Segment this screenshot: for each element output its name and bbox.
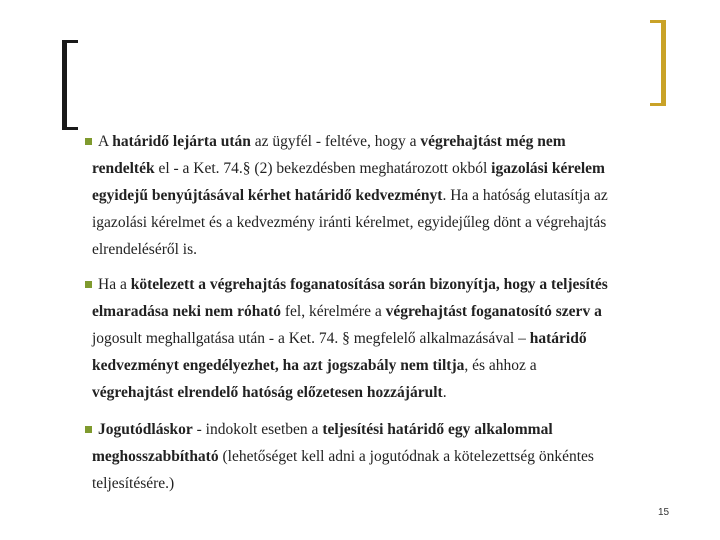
- bold-text-run: Jogutódláskor: [98, 421, 193, 438]
- text-line: [92, 182, 694, 209]
- page-number: 15: [658, 507, 670, 518]
- text-run: teljesítésére.): [92, 475, 175, 492]
- text-line: [92, 416, 694, 443]
- bold-text-run: kötelezett a végrehajtás foganatosítása során bizonyítja, hogy a teljesítés: [130, 276, 608, 293]
- text-run: A: [98, 133, 113, 150]
- square-bullet-icon: [85, 426, 92, 433]
- bold-text-run: határidő: [529, 330, 587, 347]
- text-line: [92, 128, 694, 155]
- right-bracket-decoration: [650, 20, 666, 106]
- bold-text-run: végrehajtást foganatosító szerv a: [385, 303, 602, 320]
- text-run: el - a Ket. 74.§ (2) bekezdésben meghatározott okból: [154, 160, 492, 177]
- text-line: [92, 236, 694, 263]
- bold-text-run: rendelték: [92, 160, 155, 177]
- bold-text-run: igazolási kérelem: [491, 160, 605, 177]
- bold-text-run: teljesítési határidő egy alkalommal: [322, 421, 553, 438]
- text-run: , és ahhoz a: [464, 357, 537, 374]
- text-line: [92, 325, 694, 352]
- text-run: igazolási kérelmet és a kedvezmény iránti kérelmet, egyidejűleg dönt a végrehajtás: [92, 214, 607, 231]
- text-run: .: [442, 384, 447, 401]
- square-bullet-icon: [85, 138, 92, 145]
- text-run: jogosult meghallgatása után - a Ket. 74. § megfelelő alkalmazásával –: [92, 330, 530, 347]
- bullet-item: [84, 271, 694, 406]
- bold-text-run: végrehajtást még nem: [420, 133, 566, 150]
- text-run: fel, kérelmére a: [281, 303, 386, 320]
- bullet-item: [84, 416, 694, 497]
- text-run: - indokolt esetben a: [192, 421, 323, 438]
- bullet-item: [84, 128, 694, 263]
- text-line: [92, 155, 694, 182]
- text-line: [92, 379, 694, 406]
- text-run: . Ha a hatóság elutasítja az: [442, 187, 608, 204]
- text-line: [92, 209, 694, 236]
- text-run: elrendeléséről is.: [92, 241, 198, 258]
- slide-body: [84, 128, 694, 505]
- bold-text-run: kedvezményt engedélyezhet, ha azt jogszabály nem tiltja: [92, 357, 465, 374]
- left-bracket-decoration: [62, 40, 78, 130]
- text-run: (lehetőséget kell adni a jogutódnak a kötelezettség önkéntes: [218, 448, 594, 465]
- text-line: [92, 443, 694, 470]
- bold-text-run: határidő lejárta után: [112, 133, 251, 150]
- text-line: [92, 298, 694, 325]
- text-line: [92, 352, 694, 379]
- bold-text-run: elmaradása neki nem róható: [92, 303, 282, 320]
- text-line: [92, 470, 694, 497]
- square-bullet-icon: [85, 281, 92, 288]
- text-run: az ügyfél - feltéve, hogy a: [250, 133, 421, 150]
- text-line: [92, 271, 694, 298]
- bold-text-run: meghosszabbítható: [92, 448, 219, 465]
- bold-text-run: végrehajtást elrendelő hatóság előzetesen hozzájárult: [92, 384, 443, 401]
- text-run: Ha a: [98, 276, 131, 293]
- bold-text-run: egyidejű benyújtásával kérhet határidő kedvezményt: [92, 187, 443, 204]
